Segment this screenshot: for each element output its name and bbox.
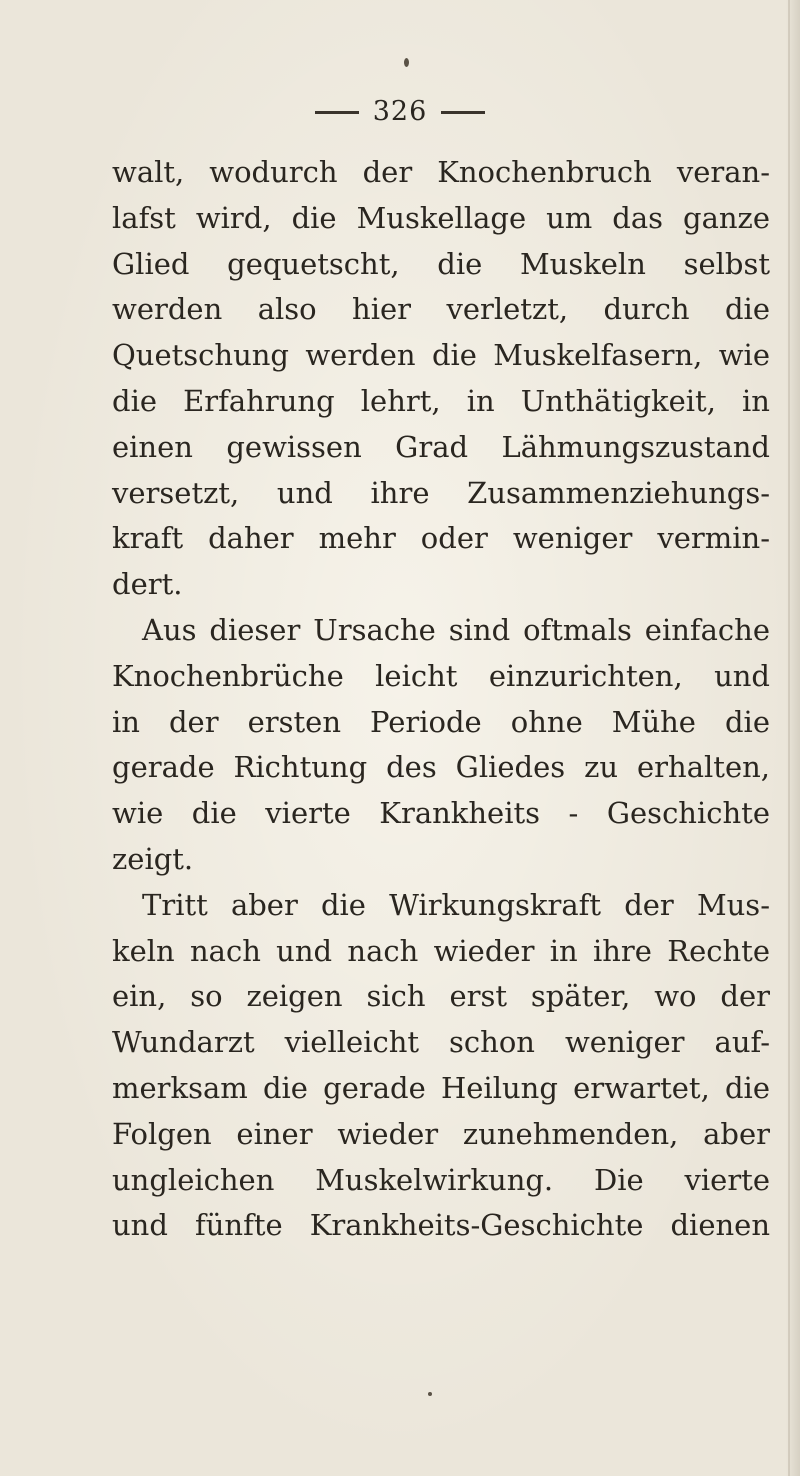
text-line: wie die vierte Krankheits - Geschichte bbox=[112, 796, 770, 831]
header-dash-left bbox=[315, 111, 359, 114]
ink-speck bbox=[428, 1392, 432, 1396]
text-line: und fünfte Krankheits-Geschichte dienen bbox=[112, 1208, 770, 1243]
body-text bbox=[112, 150, 770, 1249]
paragraph-start-line: Tritt aber die Wirkungskraft der Mus- bbox=[142, 887, 770, 922]
header-dash-right bbox=[441, 111, 485, 114]
text-line: werden also hier verletzt, durch die bbox=[112, 292, 770, 327]
page-edge-line bbox=[788, 0, 790, 1476]
text-line: Folgen einer wieder zunehmenden, aber bbox=[112, 1116, 770, 1151]
text-line: in der ersten Periode ohne Mühe die bbox=[112, 704, 770, 739]
text-line: keln nach und nach wieder in ihre Rechte bbox=[112, 933, 770, 968]
text-line: ein, so zeigen sich erst später, wo der bbox=[112, 979, 770, 1014]
page-number: 326 bbox=[372, 96, 428, 127]
text-line: Glied gequetscht, die Muskeln selbst bbox=[112, 246, 770, 281]
text-line: Knochenbrüche leicht einzurichten, und bbox=[112, 658, 770, 693]
page-header bbox=[0, 96, 800, 127]
text-line: Wundarzt vielleicht schon weniger auf- bbox=[112, 1025, 770, 1060]
paragraph-start-line: Aus dieser Ursache sind oftmals einfache bbox=[142, 612, 770, 647]
text-line: walt, wodurch der Knochenbruch veran- bbox=[112, 155, 770, 189]
text-line: dert. bbox=[112, 567, 183, 602]
text-line: kraft daher mehr oder weniger vermin- bbox=[112, 521, 770, 556]
text-line: versetzt, und ihre Zusammenziehungs- bbox=[112, 475, 770, 510]
text-line: merksam die gerade Heilung erwartet, die bbox=[112, 1070, 770, 1105]
text-line: Quetschung werden die Muskelfasern, wie bbox=[112, 338, 770, 373]
text-line: ungleichen Muskelwirkung. Die vierte bbox=[112, 1162, 770, 1197]
text-line: die Erfahrung lehrt, in Unthätigkeit, in bbox=[112, 383, 770, 418]
text-line: gerade Richtung des Gliedes zu erhalten, bbox=[112, 750, 770, 785]
text-line: zeigt. bbox=[112, 841, 194, 876]
ink-speck bbox=[404, 58, 409, 67]
text-line: einen gewissen Grad Lähmungszustand bbox=[112, 429, 770, 464]
text-line: lafst wird, die Muskellage um das ganze bbox=[112, 200, 770, 235]
